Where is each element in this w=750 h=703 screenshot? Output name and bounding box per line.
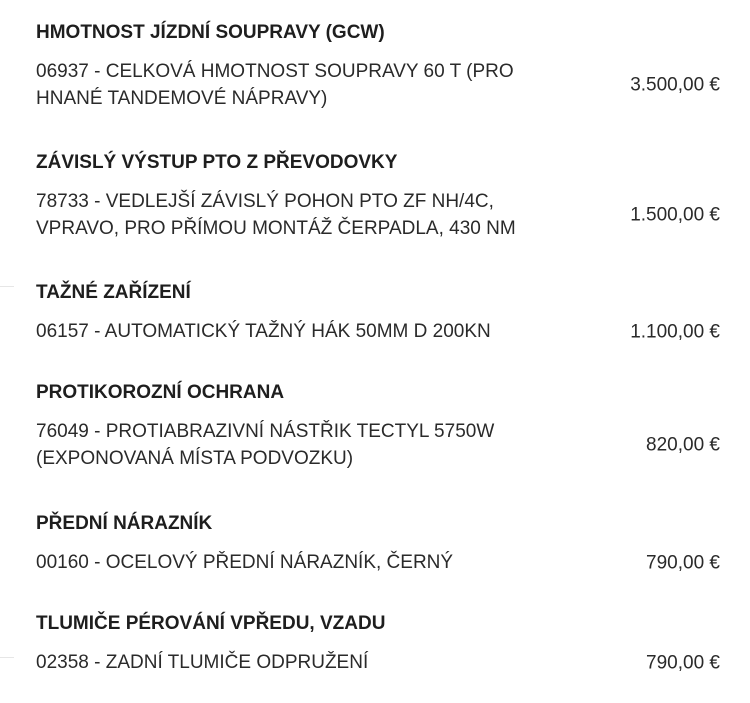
option-row — [36, 549, 720, 576]
section-heading: PROTIKOROZNÍ OCHRANA — [36, 382, 285, 403]
option-description: 02358 - ZADNÍ TLUMIČE ODPRUŽENÍ — [36, 652, 369, 673]
option-row — [36, 649, 720, 676]
option-row — [36, 188, 720, 242]
section-heading: ZÁVISLÝ VÝSTUP PTO Z PŘEVODOVKY — [36, 152, 398, 173]
option-price: 790,00 € — [646, 652, 720, 673]
section-heading: HMOTNOST JÍZDNÍ SOUPRAVY (GCW) — [36, 22, 385, 43]
option-row — [36, 58, 720, 112]
option-description: 06157 - AUTOMATICKÝ TAŽNÝ HÁK 50MM D 200KN — [36, 321, 491, 342]
option-description: 00160 - OCELOVÝ PŘEDNÍ NÁRAZNÍK, ČERNÝ — [36, 552, 454, 573]
option-section-corrosion — [36, 382, 720, 472]
option-section-dampers — [36, 613, 720, 676]
divider — [0, 657, 14, 658]
option-description: 78733 - VEDLEJŠÍ ZÁVISLÝ POHON PTO ZF NH/4C, VPRAVO, PRO PŘÍMOU MONTÁŽ ČERPADLA, 430 NM — [36, 191, 516, 239]
option-description: 06937 - CELKOVÁ HMOTNOST SOUPRAVY 60 T (PRO HNANÉ TANDEMOVÉ NÁPRAVY) — [36, 61, 514, 109]
option-price: 1.500,00 € — [630, 204, 720, 226]
option-price: 790,00 € — [646, 552, 720, 573]
option-section-gcw — [36, 22, 720, 112]
option-section-towing — [36, 282, 720, 345]
option-row — [36, 418, 720, 472]
section-heading: TAŽNÉ ZAŘÍZENÍ — [36, 282, 191, 303]
option-price: 1.100,00 € — [630, 321, 720, 342]
option-price: 3.500,00 € — [630, 74, 720, 96]
option-price: 820,00 € — [646, 434, 720, 456]
section-heading: TLUMIČE PÉROVÁNÍ VPŘEDU, VZADU — [36, 613, 386, 634]
option-section-pto — [36, 152, 720, 242]
divider — [0, 286, 14, 287]
option-description: 76049 - PROTIABRAZIVNÍ NÁSTŘIK TECTYL 5750W (EXPONOVANÁ MÍSTA PODVOZKU) — [36, 421, 495, 469]
option-row — [36, 318, 720, 345]
option-section-bumper — [36, 513, 720, 576]
section-heading: PŘEDNÍ NÁRAZNÍK — [36, 513, 213, 534]
